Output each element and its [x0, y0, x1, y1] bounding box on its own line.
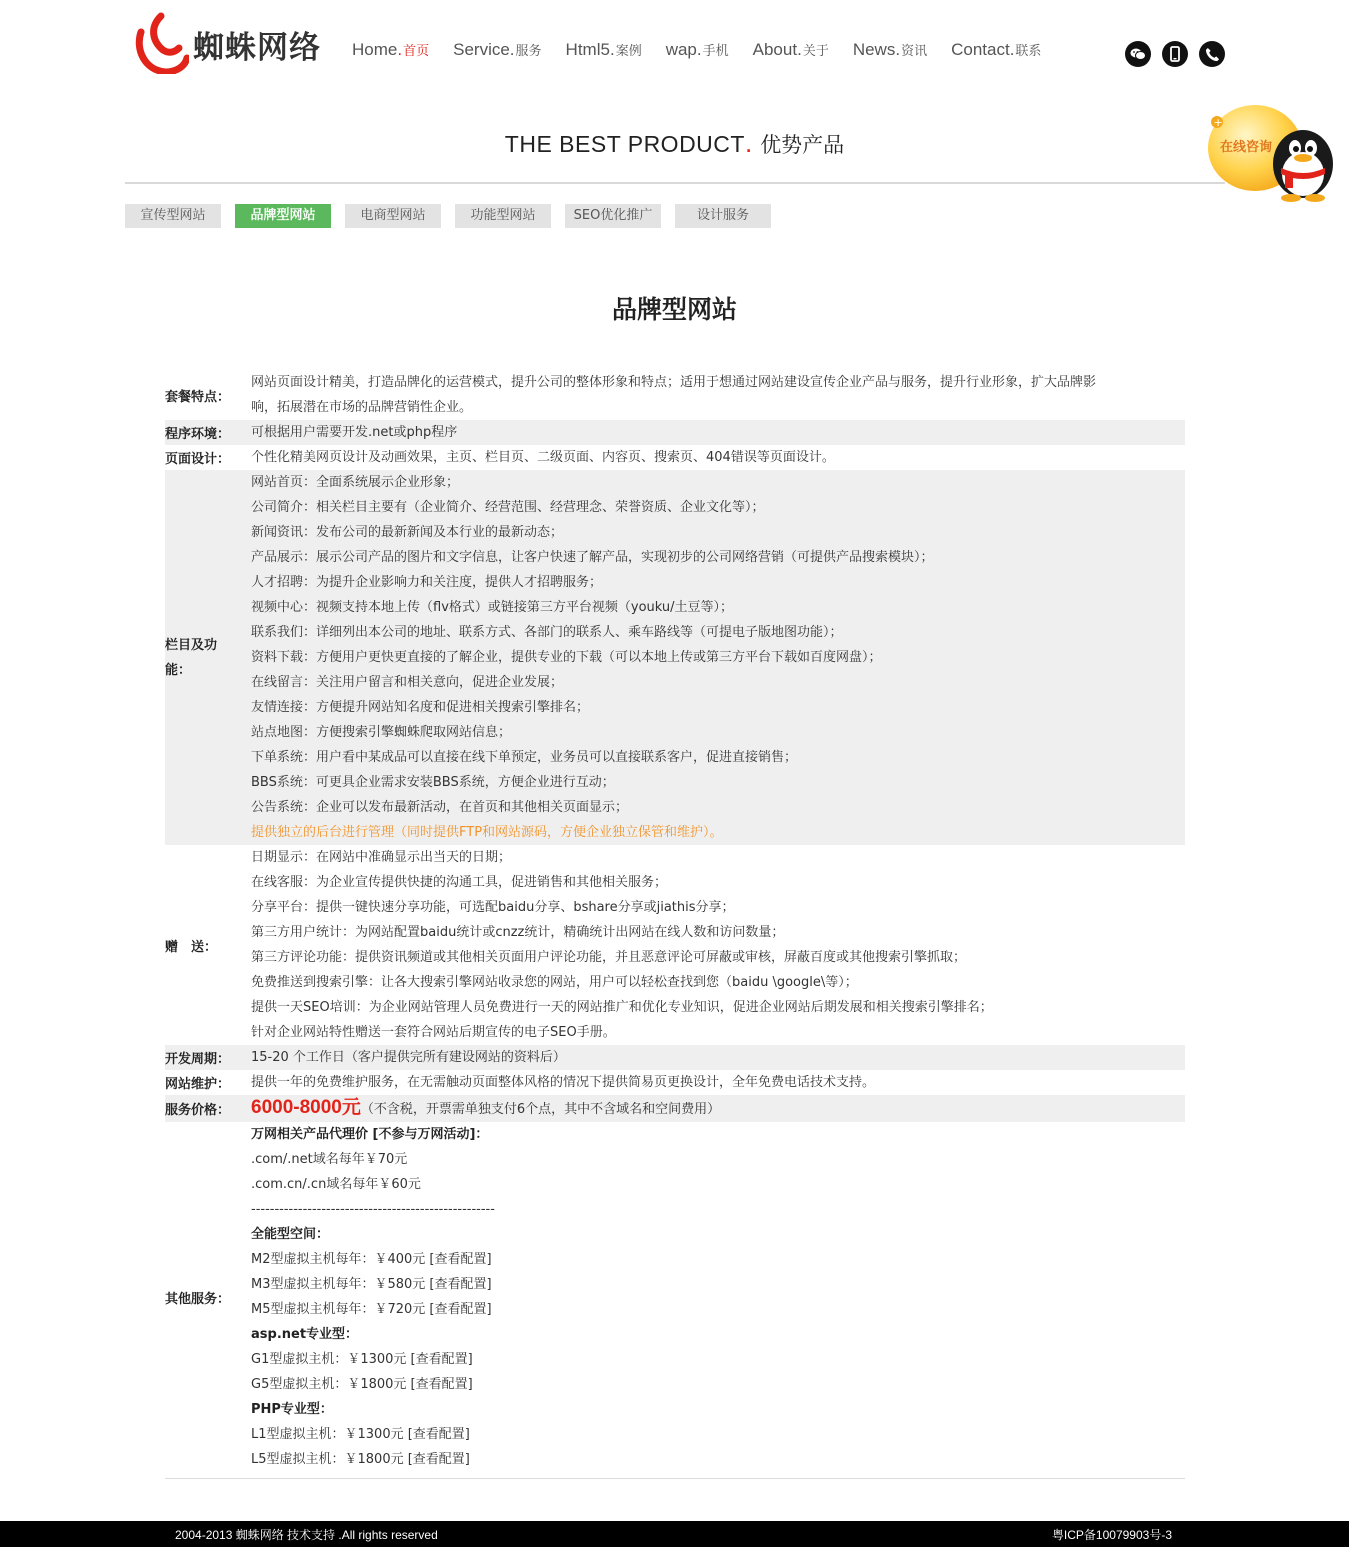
- nav-item-dot: .: [1009, 40, 1015, 59]
- logo[interactable]: [131, 10, 331, 76]
- svg-text:+: +: [1213, 116, 1223, 129]
- column-line: 下单系统：用户看中某成品可以直接在线下单预定，业务员可以直接联系客户，促进直接销售；: [251, 750, 798, 765]
- spec-table: [165, 370, 1185, 1479]
- nav-item-label-cn: 联系: [1015, 44, 1042, 59]
- gift-line: 第三方用户统计：为网站配置baidu统计或cnzz统计，精确统计出网站在线人数和访问数量；: [251, 925, 785, 940]
- spec-row-maintain: [165, 1070, 1185, 1095]
- spec-value: 个性化精美网页设计及动画效果，主页、栏目页、二级页面、内容页、搜索页、404错误等页面设计。: [251, 450, 835, 465]
- spec-label: 赠 送：: [165, 939, 218, 955]
- nav-item-label-en: News: [852, 40, 896, 59]
- spec-label: 套餐特点：: [165, 389, 231, 405]
- nav-item-html5[interactable]: [566, 40, 642, 68]
- nav-item-dot: .: [895, 40, 901, 59]
- spec-value: [251, 470, 1185, 845]
- nav-item-label-en: About: [752, 40, 798, 59]
- spec-row-features: [165, 370, 1185, 420]
- spec-value: 可根据用户需要开发.net或php程序: [251, 425, 458, 440]
- column-line: 站点地图：方便搜索引擎蜘蛛爬取网站信息；: [251, 725, 512, 740]
- site-footer: [0, 1521, 1349, 1547]
- spec-bottom-divider: [165, 1478, 1185, 1479]
- gift-line: 提供一天SEO培训：为企业网站管理人员免费进行一天的网站推广和优化专业知识，促进企业网站后期发展和相关搜索引擎排名；: [251, 1000, 993, 1015]
- nav-item-dot: .: [609, 40, 615, 59]
- product-title: 品牌型网站: [611, 295, 737, 324]
- tab-0[interactable]: 宣传型网站: [125, 204, 221, 228]
- spec-label: [165, 470, 251, 845]
- spec-value: [251, 845, 1185, 1045]
- nav-item-label-cn: 案例: [615, 44, 642, 59]
- nav-item-label-en: wap: [665, 40, 697, 59]
- spec-row-columns: [165, 470, 1185, 845]
- column-line: 友情连接：方便提升网站知名度和促进相关搜索引擎排名；: [251, 700, 590, 715]
- spec-label-text: 栏目及功能：: [165, 637, 218, 678]
- hosting-group-title: asp.net专业型：: [251, 1327, 359, 1342]
- tab-5[interactable]: 设计服务: [675, 204, 771, 228]
- column-line: 新闻资讯：发布公司的最新新闻及本行业的最新动态；: [251, 525, 564, 540]
- section-title-dot: .: [744, 128, 753, 158]
- tab-4[interactable]: SEO优化推广: [565, 204, 661, 228]
- column-line: 在线留言：关注用户留言和相关意向，促进企业发展；: [251, 675, 564, 690]
- domain-price: .com.cn/.cn域名每年￥60元: [251, 1177, 421, 1192]
- feature-line: 网站页面设计精美，打造品牌化的运营模式，提升公司的整体形象和特点；适用于想通过网站建设宣传企业产品与服务，提升行业形象，扩大品牌影: [251, 375, 1097, 390]
- brand-name: 蜘蛛网络: [193, 30, 321, 66]
- mobile-icon[interactable]: [1162, 41, 1188, 67]
- column-line: 公司简介：相关栏目主要有（企业简介、经营范围、经营理念、荣誉资质、企业文化等）；: [251, 500, 765, 515]
- hosting-group-title: PHP专业型：: [251, 1402, 333, 1417]
- online-consult-widget[interactable]: [1203, 102, 1339, 202]
- backend-highlight: 提供独立的后台进行管理（同时提供FTP和网站源码，方便企业独立保管和维护）。: [251, 825, 723, 840]
- nav-item-label-cn: 手机: [702, 44, 729, 59]
- domain-price: .com/.net域名每年￥70元: [251, 1152, 408, 1167]
- gift-line: 日期显示：在网站中准确显示出当天的日期；: [251, 850, 512, 865]
- spec-row-other: [165, 1122, 1185, 1472]
- spec-label: 页面设计：: [165, 452, 231, 467]
- hosting-item[interactable]: L1型虚拟主机：￥1300元 [查看配置]: [251, 1427, 470, 1442]
- nav-item-wap[interactable]: [666, 40, 729, 68]
- spec-row-env: [165, 420, 1185, 445]
- gift-line: 在线客服：为企业宣传提供快捷的沟通工具，促进销售和其他相关服务；: [251, 875, 668, 890]
- price-note: （不含税，开票需单独支付6个点，其中不含域名和空间费用）: [360, 1102, 721, 1117]
- spec-row-price: [165, 1095, 1185, 1122]
- nav-item-about[interactable]: [753, 40, 829, 68]
- column-line: 网站首页：全面系统展示企业形象；: [251, 475, 460, 490]
- spec-label: 其他服务：: [165, 1291, 231, 1307]
- nav-item-dot: .: [509, 40, 515, 59]
- gift-line: 分享平台：提供一键快速分享功能，可选配baidu分享、bshare分享或jiathis分享；: [251, 900, 735, 915]
- column-line: 视频中心：视频支持本地上传（flv格式）或链接第三方平台视频（youku/土豆等）；: [251, 600, 734, 615]
- nav-item-label-cn: 资讯: [901, 44, 928, 59]
- main-nav: [352, 40, 1065, 68]
- price-value: 6000-8000元: [251, 1097, 361, 1118]
- agent-price-title: 万网相关产品代理价 [不参与万网活动]：: [251, 1127, 489, 1142]
- nav-item-label-cn: 首页: [403, 44, 430, 59]
- nav-item-label-cn: 关于: [802, 44, 829, 59]
- spec-row-gifts: [165, 845, 1185, 1045]
- nav-item-news[interactable]: [853, 40, 927, 68]
- site-header: [0, 0, 1349, 100]
- tab-3[interactable]: 功能型网站: [455, 204, 551, 228]
- spec-label: 服务价格：: [165, 1103, 231, 1118]
- column-line: 资料下载：方便用户更快更直接的了解企业，提供专业的下载（可以本地上传或第三方平台下载如百度网盘）；: [251, 650, 882, 665]
- gift-line: 针对企业网站特性赠送一套符合网站后期宣传的电子SEO手册。: [251, 1025, 616, 1040]
- hosting-item[interactable]: G1型虚拟主机：￥1300元 [查看配置]: [251, 1352, 473, 1367]
- hosting-item[interactable]: M2型虚拟主机每年：￥400元 [查看配置]: [251, 1252, 492, 1267]
- column-line: 人才招聘：为提升企业影响力和关注度，提供人才招聘服务；: [251, 575, 603, 590]
- hosting-item[interactable]: L5型虚拟主机：￥1800元 [查看配置]: [251, 1452, 470, 1467]
- nav-item-label-en: Contact: [951, 40, 1010, 59]
- column-line: 产品展示：展示公司产品的图片和文字信息，让客户快速了解产品，实现初步的公司网络营销（可提供产品搜索模块）；: [251, 550, 934, 565]
- footer-icp[interactable]: 粤ICP备10079903号-3: [1051, 1528, 1172, 1542]
- wechat-icon[interactable]: [1125, 41, 1151, 67]
- nav-item-dot: .: [397, 40, 403, 59]
- phone-icon[interactable]: [1199, 41, 1225, 67]
- section-title-en: THE BEST PRODUCT: [504, 131, 745, 157]
- column-line: 公告系统：企业可以发布最新活动，在首页和其他相关页面显示；: [251, 800, 629, 815]
- section-title: [0, 128, 1349, 159]
- tab-1[interactable]: 品牌型网站: [235, 204, 331, 228]
- spec-value: [251, 370, 1185, 420]
- gift-line: 第三方评论功能：提供资讯频道或其他相关页面用户评论功能，并且恶意评论可屏蔽或审核，屏蔽百度或其他搜索引擎抓取；: [251, 950, 967, 965]
- nav-item-dot: .: [797, 40, 802, 59]
- column-line: BBS系统：可更具企业需求安装BBS系统，方便企业进行互动；: [251, 775, 615, 790]
- hosting-item[interactable]: G5型虚拟主机：￥1800元 [查看配置]: [251, 1377, 473, 1392]
- feature-line: 响，拓展潜在市场的品牌营销性企业。: [251, 400, 473, 415]
- column-line: 联系我们：详细列出本公司的地址、联系方式、各部门的联系人、乘车路线等（可提电子版地图功能）；: [251, 625, 843, 640]
- spec-value: [251, 1095, 1185, 1122]
- nav-item-label-en: Home: [352, 40, 398, 59]
- hosting-item[interactable]: M5型虚拟主机每年：￥720元 [查看配置]: [251, 1302, 492, 1317]
- hosting-item[interactable]: M3型虚拟主机每年：￥580元 [查看配置]: [251, 1277, 492, 1292]
- gift-line: 免费推送到搜索引擎：让各大搜索引擎网站收录您的网站，用户可以轻松查找到您（baidu \google\等）；: [251, 975, 858, 990]
- footer-copyright: 2004-2013 蜘蛛网络 技术支持 .All rights reserved: [175, 1528, 438, 1542]
- nav-item-label-cn: 服务: [515, 44, 542, 59]
- spec-value: 15-20 个工作日（客户提供完所有建设网站的资料后）: [251, 1050, 566, 1065]
- nav-item-service[interactable]: [453, 40, 541, 68]
- section-title-cn: 优势产品: [760, 133, 845, 157]
- tab-2[interactable]: 电商型网站: [345, 204, 441, 228]
- logo-mark-icon: [131, 10, 189, 74]
- qq-label: 在线咨询: [1220, 140, 1273, 155]
- nav-item-label-en: Service: [453, 40, 510, 59]
- spec-value: [251, 1122, 1185, 1472]
- nav-item-dot: .: [696, 40, 702, 59]
- spec-row-period: [165, 1045, 1185, 1070]
- spec-value: 提供一年的免费维护服务，在无需触动页面整体风格的情况下提供简易页更换设计，全年免费电话技术支持。: [251, 1075, 876, 1090]
- dashed-divider: ----------------------------------------------------: [251, 1202, 495, 1217]
- social-links: [1125, 41, 1236, 67]
- nav-item-contact[interactable]: [951, 40, 1041, 68]
- spec-row-design: [165, 445, 1185, 470]
- spec-label: 网站维护：: [165, 1077, 231, 1092]
- nav-item-home[interactable]: [352, 40, 429, 68]
- product-tabs: [125, 204, 785, 228]
- section-divider: [125, 182, 1225, 184]
- hosting-group-title: 全能型空间：: [251, 1227, 330, 1242]
- spec-label: 程序环境：: [165, 427, 231, 442]
- nav-item-label-en: Html5: [565, 40, 610, 59]
- spec-label: 开发周期：: [165, 1052, 231, 1067]
